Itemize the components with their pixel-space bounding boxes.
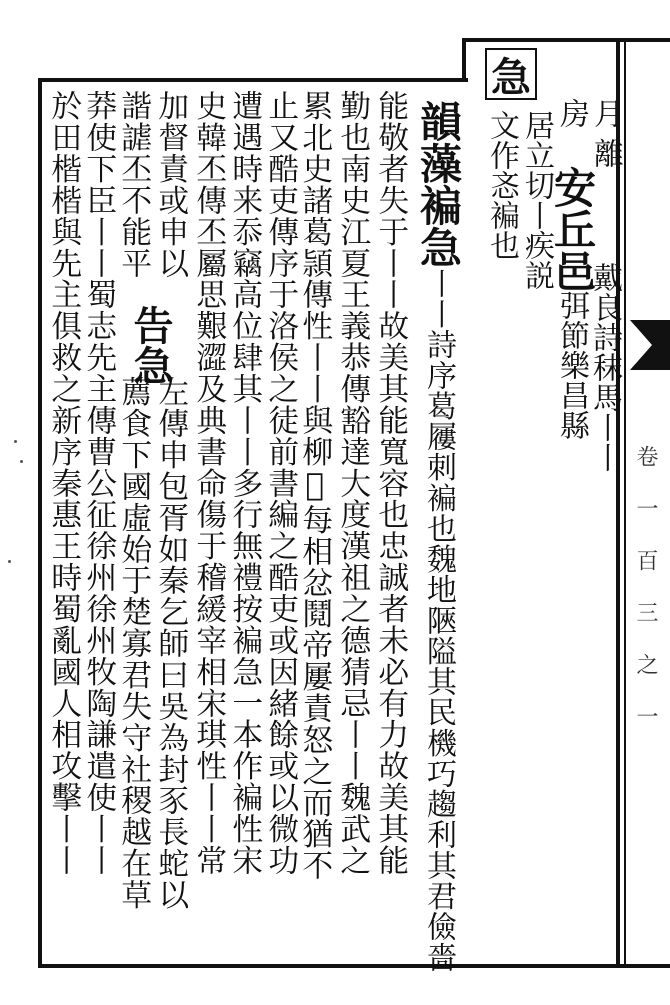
frame-step-rule [462, 38, 466, 82]
top-right-fang: 房 [554, 98, 589, 128]
entry-note-col2: 文作忞褊也 [484, 110, 519, 260]
main-col-6: 史韓丕傳丕屬思艱澀及典書命傷于稽緩宰相宋琪性丨丨常 [190, 90, 227, 876]
yunzao-column [414, 100, 463, 973]
entry-heading: 急 [485, 48, 537, 100]
fold-block-mark [630, 320, 670, 370]
dai-poem-col2: 弭節樂昌縣 [554, 290, 589, 440]
frame-top-rule-right [462, 38, 670, 42]
main-col-4: 止又酷吏傳序于洛侯之徒前書編之酷吏或因緒餘或以微功 [262, 90, 299, 876]
main-col-9: 莽使下臣丨丨蜀志先主傳曹公征徐州徐州牧陶謙遣使丨丨 [80, 90, 117, 876]
margin-chapter-label: 卷一百三之一 [633, 445, 658, 757]
top-right-li: 離 [588, 138, 623, 168]
frame-top-rule [38, 78, 468, 82]
main-col-8-head: 諧謔丕不能平 [115, 90, 152, 279]
main-col-2: 勤也南史江夏王義恭傳豁達大度漢祖之德猜忌丨丨魏武之 [334, 90, 371, 876]
yunzao-title: 韻藻褊急 [414, 100, 463, 268]
top-right-month: 月 [588, 98, 623, 128]
main-col-7-head: 加督責或申以 [152, 90, 189, 279]
frame-left-rule [38, 78, 42, 968]
main-col-5: 遭遇時来忝竊高位肆其丨丨多行無禮按褊急一本作褊性宋 [226, 90, 263, 876]
scan-speck [14, 440, 17, 443]
gaoji-col1-tail: 左傳申包胥如秦乞師曰吳為封豕長蛇以 [152, 376, 189, 911]
frame-bottom-rule [38, 964, 670, 968]
gaoji-title: 告急 [127, 305, 174, 385]
main-col-10: 於田楷楷與先主俱救之新序秦惠王時蜀亂國人相攻擊丨丨 [45, 90, 82, 876]
anqiu-title: 安丘邑 [548, 166, 597, 292]
main-col-1: 能敬者失于丨丨故美其能寬容也忠誠者未必有力故美其能 [372, 90, 409, 876]
dai-poem-col1: 戴良詩秣馬丨丨 [587, 262, 622, 472]
frame-inner-right-rule [624, 38, 626, 968]
main-col-3: 累北史諸葛頴傳性丨丨與柳𧦬每相忿鬩帝屢責怒之而猶不 [296, 90, 333, 881]
gaoji-col2-tail: 薦食下國虛始于楚寡君失守社稷越在草 [115, 376, 152, 911]
scan-speck [8, 560, 11, 563]
yunzao-text: 丨丨詩序葛屨刺褊也魏地陿隘其民機巧趨利其君儉嗇 [421, 268, 456, 973]
entry-note-col1: 居立切丨疾説 [519, 110, 554, 290]
scan-speck [20, 460, 23, 463]
frame-right-rule [616, 38, 620, 968]
